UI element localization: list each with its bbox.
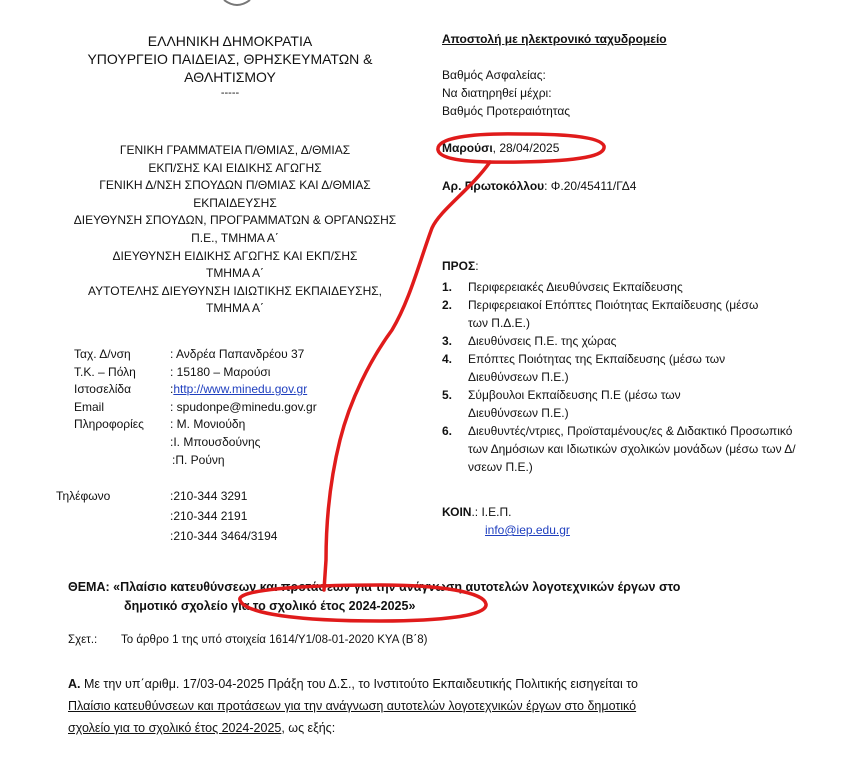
organization-block — [0, 142, 470, 318]
info-value: :Ι. Μπουσδούνης — [170, 434, 261, 449]
koin-value: .: Ι.Ε.Π. — [471, 505, 512, 519]
subject-block — [68, 578, 848, 616]
org-line: Π.Ε., ΤΜΗΜΑ Α΄ — [191, 230, 279, 245]
org-line: ΑΥΤΟΤΕΛΗΣ ΔΙΕΥΘΥΝΣΗ ΙΔΙΩΤΙΚΗΣ ΕΚΠΑΙΔΕΥΣΗΣ, — [88, 283, 382, 298]
subject-line-2: δημοτικό σχολείο για το σχολικό έτος 2024-2025» — [124, 599, 416, 613]
phone-value: :210-344 3291 — [170, 489, 248, 503]
koin-label: ΚΟΙΝ — [442, 505, 472, 519]
info-label: Πληροφορίες — [74, 417, 144, 432]
list-item — [442, 386, 822, 422]
website-label: Ιστοσελίδα — [74, 382, 132, 397]
to-label: ΠΡΟΣ — [442, 259, 476, 273]
list-number: 2. — [442, 298, 453, 312]
keep-until: Να διατηρηθεί μέχρι: — [442, 86, 552, 100]
phone-block — [56, 486, 376, 546]
list-number: 5. — [442, 388, 453, 402]
protocol-label: Αρ. Πρωτοκόλλου — [442, 179, 545, 193]
body-intro: Με την υπ΄αριθμ. 17/03-04-2025 Πράξη του Δ.Σ., το Ινστιτούτο Εκπαιδευτικής Πολιτικής εισηγείται το — [80, 677, 638, 691]
info-value: :Π. Ρούνη — [172, 452, 225, 467]
classification-block — [442, 66, 570, 120]
list-item — [442, 278, 822, 296]
reference-label: Σχετ.: — [68, 634, 98, 646]
list-item — [442, 296, 822, 332]
postal-value: : 15180 – Μαρούσι — [170, 364, 271, 379]
org-line: ΓΕΝΙΚΗ Δ/ΝΣΗ ΣΠΟΥΔΩΝ Π/ΘΜΙΑΣ ΚΑΙ Δ/ΘΜΙΑΣ — [99, 178, 371, 193]
postal-label: Τ.Κ. – Πόλη — [74, 364, 136, 379]
contact-block — [74, 346, 394, 469]
website-colon: : — [170, 382, 174, 397]
koin-email-link[interactable]: info@iep.edu.gr — [485, 523, 570, 537]
address-label: Ταχ. Δ/νση — [74, 347, 131, 361]
list-number: 1. — [442, 280, 453, 294]
place-date — [442, 141, 559, 155]
emblem-icon — [222, 0, 252, 8]
date: , 28/04/2025 — [492, 141, 560, 155]
koin-block — [442, 503, 570, 539]
body-paragraph — [68, 673, 816, 739]
protocol-number — [442, 179, 636, 193]
list-text: Περιφερειακοί Επόπτες Ποιότητας Εκπαίδευσης (μέσω των Π.Δ.Ε.) — [468, 298, 759, 330]
republic-title: ΕΛΛΗΝΙΚΗ ΔΗΜΟΚΡΑΤΙΑ — [147, 33, 313, 49]
phone-value: :210-344 2191 — [170, 509, 248, 523]
recipients-heading — [442, 259, 479, 273]
website-link[interactable]: http://www.minedu.gov.gr — [173, 382, 308, 397]
ministry-title: ΥΠΟΥΡΓΕΙΟ ΠΑΙΔΕΙΑΣ, ΘΡΗΣΚΕΥΜΑΤΩΝ & — [87, 51, 373, 67]
email-value: : spudonpe@minedu.gov.gr — [170, 399, 317, 414]
org-line: ΕΚΠ/ΣΗΣ ΚΑΙ ΕΙΔΙΚΗΣ ΑΓΩΓΗΣ — [148, 160, 322, 175]
recipients-list — [442, 278, 822, 476]
org-line: ΓΕΝΙΚΗ ΓΡΑΜΜΑΤΕΙΑ Π/ΘΜΙΑΣ, Δ/ΘΜΙΑΣ — [119, 143, 351, 157]
org-line: ΕΚΠΑΙΔΕΥΣΗΣ — [193, 195, 277, 210]
org-line: ΔΙΕΥΘΥΝΣΗ ΕΙΔΙΚΗΣ ΑΓΩΓΗΣ ΚΑΙ ΕΚΠ/ΣΗΣ — [112, 248, 358, 263]
security-level: Βαθμός Ασφαλείας: — [442, 68, 546, 82]
org-line: ΤΜΗΜΑ Α΄ — [205, 301, 264, 316]
reference — [68, 634, 427, 646]
list-number: 6. — [442, 424, 453, 438]
list-item — [442, 422, 822, 476]
address-value: : Ανδρέα Παπανδρέου 37 — [170, 347, 305, 361]
org-line: ΔΙΕΥΘΥΝΣΗ ΣΠΟΥΔΩΝ, ΠΡΟΓΡΑΜΜΑΤΩΝ & ΟΡΓΑΝΩΣΗΣ — [73, 213, 397, 228]
info-value: : Μ. Μονιούδη — [170, 417, 246, 432]
place: Μαρούσι — [442, 141, 493, 155]
subject-line-1: «Πλαίσιο κατευθύνσεων και προτάσεων για την ανάγνωση αυτοτελών λογοτεχνικών έργων στο — [113, 580, 681, 594]
phone-label: Τηλέφωνο — [56, 489, 111, 503]
list-number: 4. — [442, 352, 453, 366]
body-underlined-1: Πλαίσιο κατευθύνσεων και προτάσεων για την ανάγνωση αυτοτελών λογοτεχνικών έργων στο δημοτικό — [68, 699, 637, 713]
delivery-method: Αποστολή με ηλεκτρονικό ταχυδρομείο — [442, 32, 667, 46]
body-tail: , ως εξής: — [281, 721, 336, 735]
priority-level: Βαθμός Προτεραιότητας — [442, 104, 571, 118]
phone-value: :210-344 3464/3194 — [170, 529, 278, 543]
ministry-title-cont: ΑΘΛΗΤΙΣΜΟΥ — [184, 69, 276, 85]
list-text: Επόπτες Ποιότητας της Εκπαίδευσης (μέσω των Διευθύνσεων Π.Ε.) — [468, 352, 726, 384]
ministry-header — [60, 32, 400, 100]
list-text: Διευθυντές/ντριες, Προϊσταμένους/ες & Διδακτικό Προσωπικό των Δημόσιων και Ιδιωτικών σχολικών μονάδων (μέσω των Δ/νσεων Π.Ε.) — [468, 424, 796, 474]
section-label: Α. — [68, 677, 81, 691]
list-item — [442, 350, 822, 386]
separator: ----- — [220, 87, 240, 99]
list-text: Διευθύνσεις Π.Ε. της χώρας — [468, 334, 617, 348]
subject-label: ΘΕΜΑ: — [68, 580, 110, 594]
email-label: Email — [74, 399, 105, 414]
org-line: ΤΜΗΜΑ Α΄ — [205, 266, 264, 281]
list-number: 3. — [442, 334, 453, 348]
list-text: Σύμβουλοι Εκπαίδευσης Π.Ε (μέσω των Διευθύνσεων Π.Ε.) — [468, 388, 681, 420]
list-item — [442, 332, 822, 350]
reference-text: Το άρθρο 1 της υπό στοιχεία 1614/Υ1/08-01-2020 ΚΥΑ (Β΄8) — [121, 634, 428, 646]
body-underlined-2: σχολείο για το σχολικό έτος 2024-2025 — [68, 721, 282, 735]
list-text: Περιφερειακές Διευθύνσεις Εκπαίδευσης — [468, 280, 683, 294]
protocol-value: : Φ.20/45411/ΓΔ4 — [544, 179, 637, 193]
to-colon: : — [475, 259, 479, 273]
